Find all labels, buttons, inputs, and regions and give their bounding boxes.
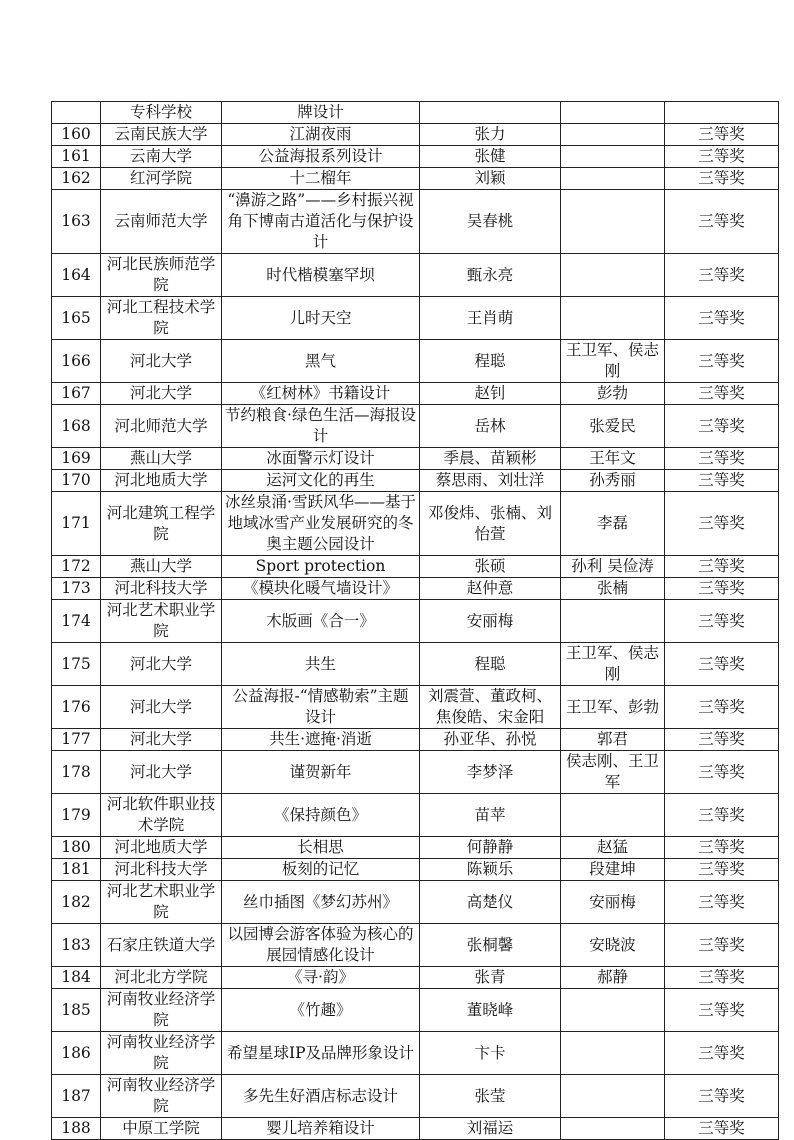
- advisor-cell: [561, 1075, 665, 1118]
- table-row: [52, 124, 779, 146]
- row-number: 167: [52, 383, 101, 405]
- school-cell: 河北工程技术学院: [101, 297, 222, 340]
- author-cell: 李梦泽: [420, 751, 561, 794]
- awards-table-body: [52, 102, 779, 1140]
- prize-cell: 三等奖: [665, 859, 779, 881]
- prize-cell: 三等奖: [665, 729, 779, 751]
- prize-cell: 三等奖: [665, 383, 779, 405]
- row-number: 180: [52, 837, 101, 859]
- work-title-cell: 《红树林》书籍设计: [222, 383, 420, 405]
- work-title-cell: “濞游之路”——乡村振兴视角下博南古道活化与保护设计: [222, 190, 420, 254]
- prize-cell: 三等奖: [665, 492, 779, 556]
- row-number: 162: [52, 168, 101, 190]
- advisor-cell: [561, 124, 665, 146]
- work-title-cell: 《竹趣》: [222, 989, 420, 1032]
- author-cell: 邓俊炜、张楠、刘怡萱: [420, 492, 561, 556]
- table-row: [52, 556, 779, 578]
- advisor-cell: 张爱民: [561, 405, 665, 448]
- table-row: [52, 729, 779, 751]
- prize-cell: 三等奖: [665, 989, 779, 1032]
- row-number: 176: [52, 686, 101, 729]
- advisor-cell: 彭勃: [561, 383, 665, 405]
- table-row: [52, 297, 779, 340]
- author-cell: 甄永亮: [420, 254, 561, 297]
- school-cell: 河南牧业经济学院: [101, 1075, 222, 1118]
- table-row: [52, 1032, 779, 1075]
- work-title-cell: 儿时天空: [222, 297, 420, 340]
- table-row: [52, 102, 779, 124]
- school-cell: 红河学院: [101, 168, 222, 190]
- row-number: 171: [52, 492, 101, 556]
- school-cell: 河北地质大学: [101, 470, 222, 492]
- prize-cell: 三等奖: [665, 1118, 779, 1140]
- school-cell: 河北大学: [101, 643, 222, 686]
- school-cell: 云南大学: [101, 146, 222, 168]
- table-row: [52, 881, 779, 924]
- school-cell: 河北软件职业技术学院: [101, 794, 222, 837]
- work-title-cell: 运河文化的再生: [222, 470, 420, 492]
- table-row: [52, 751, 779, 794]
- table-row: [52, 924, 779, 967]
- author-cell: 季晨、苗颖彬: [420, 448, 561, 470]
- prize-cell: 三等奖: [665, 1075, 779, 1118]
- school-cell: 河北艺术职业学院: [101, 881, 222, 924]
- table-row: [52, 405, 779, 448]
- work-title-cell: 板刻的记忆: [222, 859, 420, 881]
- work-title-cell: 时代楷模塞罕坝: [222, 254, 420, 297]
- author-cell: 安丽梅: [420, 600, 561, 643]
- school-cell: 专科学校: [101, 102, 222, 124]
- school-cell: 河北大学: [101, 686, 222, 729]
- work-title-cell: 木版画《合一》: [222, 600, 420, 643]
- prize-cell: 三等奖: [665, 578, 779, 600]
- row-number: 160: [52, 124, 101, 146]
- work-title-cell: 黑气: [222, 340, 420, 383]
- row-number: 164: [52, 254, 101, 297]
- advisor-cell: 张楠: [561, 578, 665, 600]
- advisor-cell: 郭君: [561, 729, 665, 751]
- table-row: [52, 1118, 779, 1140]
- advisor-cell: [561, 1032, 665, 1075]
- advisor-cell: 孙利 吴俭涛: [561, 556, 665, 578]
- advisor-cell: 王年文: [561, 448, 665, 470]
- author-cell: 王肖萌: [420, 297, 561, 340]
- advisor-cell: [561, 297, 665, 340]
- work-title-cell: 《寻·韵》: [222, 967, 420, 989]
- table-row: [52, 146, 779, 168]
- work-title-cell: 多先生好酒店标志设计: [222, 1075, 420, 1118]
- row-number: 183: [52, 924, 101, 967]
- school-cell: 云南民族大学: [101, 124, 222, 146]
- school-cell: 河北北方学院: [101, 967, 222, 989]
- advisor-cell: [561, 190, 665, 254]
- author-cell: [420, 102, 561, 124]
- school-cell: 河北科技大学: [101, 859, 222, 881]
- advisor-cell: 王卫军、侯志刚: [561, 643, 665, 686]
- school-cell: 石家庄铁道大学: [101, 924, 222, 967]
- advisor-cell: 王卫军、彭勃: [561, 686, 665, 729]
- prize-cell: 三等奖: [665, 600, 779, 643]
- author-cell: 张莹: [420, 1075, 561, 1118]
- row-number: 174: [52, 600, 101, 643]
- row-number: 182: [52, 881, 101, 924]
- author-cell: 程聪: [420, 340, 561, 383]
- author-cell: 苗苹: [420, 794, 561, 837]
- table-row: [52, 1075, 779, 1118]
- prize-cell: 三等奖: [665, 751, 779, 794]
- advisor-cell: 孙秀丽: [561, 470, 665, 492]
- prize-cell: 三等奖: [665, 643, 779, 686]
- author-cell: 张力: [420, 124, 561, 146]
- work-title-cell: 共生·遮掩·消逝: [222, 729, 420, 751]
- author-cell: 刘福运: [420, 1118, 561, 1140]
- table-row: [52, 686, 779, 729]
- advisor-cell: 安丽梅: [561, 881, 665, 924]
- awards-table: [51, 101, 779, 1140]
- prize-cell: 三等奖: [665, 254, 779, 297]
- advisor-cell: 段建坤: [561, 859, 665, 881]
- table-row: [52, 448, 779, 470]
- work-title-cell: 共生: [222, 643, 420, 686]
- work-title-cell: 婴儿培养箱设计: [222, 1118, 420, 1140]
- author-cell: 何静静: [420, 837, 561, 859]
- author-cell: 孙亚华、孙悦: [420, 729, 561, 751]
- advisor-cell: 王卫军、侯志刚: [561, 340, 665, 383]
- prize-cell: 三等奖: [665, 881, 779, 924]
- work-title-cell: 谨贺新年: [222, 751, 420, 794]
- prize-cell: 三等奖: [665, 470, 779, 492]
- row-number: 187: [52, 1075, 101, 1118]
- table-row: [52, 340, 779, 383]
- author-cell: 吴春桃: [420, 190, 561, 254]
- row-number: 170: [52, 470, 101, 492]
- author-cell: 张硕: [420, 556, 561, 578]
- school-cell: 河北民族师范学院: [101, 254, 222, 297]
- school-cell: 河北大学: [101, 729, 222, 751]
- author-cell: 张健: [420, 146, 561, 168]
- row-number: 181: [52, 859, 101, 881]
- prize-cell: 三等奖: [665, 837, 779, 859]
- author-cell: 董晓峰: [420, 989, 561, 1032]
- author-cell: 赵钊: [420, 383, 561, 405]
- advisor-cell: [561, 168, 665, 190]
- school-cell: 燕山大学: [101, 556, 222, 578]
- work-title-cell: 公益海报-“情感勒索”主题设计: [222, 686, 420, 729]
- row-number: [52, 102, 101, 124]
- row-number: 166: [52, 340, 101, 383]
- author-cell: 高楚仪: [420, 881, 561, 924]
- work-title-cell: Sport protection: [222, 556, 420, 578]
- advisor-cell: [561, 146, 665, 168]
- work-title-cell: 《保持颜色》: [222, 794, 420, 837]
- advisor-cell: [561, 794, 665, 837]
- table-row: [52, 190, 779, 254]
- table-row: [52, 600, 779, 643]
- advisor-cell: [561, 989, 665, 1032]
- work-title-cell: 公益海报系列设计: [222, 146, 420, 168]
- row-number: 177: [52, 729, 101, 751]
- author-cell: 刘震萱、董政柯、焦俊皓、宋金阳: [420, 686, 561, 729]
- row-number: 161: [52, 146, 101, 168]
- advisor-cell: 郝静: [561, 967, 665, 989]
- table-row: [52, 837, 779, 859]
- table-row: [52, 492, 779, 556]
- table-row: [52, 989, 779, 1032]
- school-cell: 河南牧业经济学院: [101, 989, 222, 1032]
- work-title-cell: 希望星球IP及品牌形象设计: [222, 1032, 420, 1075]
- advisor-cell: 安晓波: [561, 924, 665, 967]
- prize-cell: 三等奖: [665, 967, 779, 989]
- table-row: [52, 794, 779, 837]
- advisor-cell: [561, 600, 665, 643]
- work-title-cell: 江湖夜雨: [222, 124, 420, 146]
- prize-cell: [665, 102, 779, 124]
- school-cell: 河北大学: [101, 340, 222, 383]
- prize-cell: 三等奖: [665, 448, 779, 470]
- school-cell: 河北建筑工程学院: [101, 492, 222, 556]
- school-cell: 河北艺术职业学院: [101, 600, 222, 643]
- row-number: 169: [52, 448, 101, 470]
- row-number: 168: [52, 405, 101, 448]
- author-cell: 赵仲意: [420, 578, 561, 600]
- prize-cell: 三等奖: [665, 686, 779, 729]
- table-row: [52, 967, 779, 989]
- row-number: 188: [52, 1118, 101, 1140]
- prize-cell: 三等奖: [665, 146, 779, 168]
- table-row: [52, 578, 779, 600]
- school-cell: 河北科技大学: [101, 578, 222, 600]
- table-row: [52, 383, 779, 405]
- author-cell: 刘颖: [420, 168, 561, 190]
- school-cell: 燕山大学: [101, 448, 222, 470]
- work-title-cell: 以园博会游客体验为核心的展园情感化设计: [222, 924, 420, 967]
- prize-cell: 三等奖: [665, 924, 779, 967]
- work-title-cell: 丝巾插图《梦幻苏州》: [222, 881, 420, 924]
- author-cell: 陈颖乐: [420, 859, 561, 881]
- row-number: 165: [52, 297, 101, 340]
- row-number: 178: [52, 751, 101, 794]
- work-title-cell: 冰面警示灯设计: [222, 448, 420, 470]
- school-cell: 河北地质大学: [101, 837, 222, 859]
- prize-cell: 三等奖: [665, 297, 779, 340]
- advisor-cell: 李磊: [561, 492, 665, 556]
- work-title-cell: 《模块化暖气墙设计》: [222, 578, 420, 600]
- school-cell: 中原工学院: [101, 1118, 222, 1140]
- advisor-cell: [561, 1118, 665, 1140]
- table-row: [52, 470, 779, 492]
- prize-cell: 三等奖: [665, 340, 779, 383]
- table-row: [52, 859, 779, 881]
- prize-cell: 三等奖: [665, 168, 779, 190]
- author-cell: 蔡思雨、刘壮洋: [420, 470, 561, 492]
- author-cell: 岳林: [420, 405, 561, 448]
- row-number: 185: [52, 989, 101, 1032]
- row-number: 175: [52, 643, 101, 686]
- author-cell: 张青: [420, 967, 561, 989]
- prize-cell: 三等奖: [665, 556, 779, 578]
- prize-cell: 三等奖: [665, 405, 779, 448]
- advisor-cell: 赵猛: [561, 837, 665, 859]
- work-title-cell: 十二榴年: [222, 168, 420, 190]
- advisor-cell: 侯志刚、王卫军: [561, 751, 665, 794]
- school-cell: 河北大学: [101, 751, 222, 794]
- table-row: [52, 643, 779, 686]
- school-cell: 河南牧业经济学院: [101, 1032, 222, 1075]
- work-title-cell: 节约粮食·绿色生活—海报设计: [222, 405, 420, 448]
- prize-cell: 三等奖: [665, 190, 779, 254]
- school-cell: 云南师范大学: [101, 190, 222, 254]
- advisor-cell: [561, 102, 665, 124]
- author-cell: 张桐馨: [420, 924, 561, 967]
- row-number: 186: [52, 1032, 101, 1075]
- author-cell: 卞卡: [420, 1032, 561, 1075]
- author-cell: 程聪: [420, 643, 561, 686]
- work-title-cell: 牌设计: [222, 102, 420, 124]
- work-title-cell: 长相思: [222, 837, 420, 859]
- school-cell: 河北大学: [101, 383, 222, 405]
- prize-cell: 三等奖: [665, 124, 779, 146]
- row-number: 184: [52, 967, 101, 989]
- row-number: 179: [52, 794, 101, 837]
- advisor-cell: [561, 254, 665, 297]
- prize-cell: 三等奖: [665, 794, 779, 837]
- prize-cell: 三等奖: [665, 1032, 779, 1075]
- table-row: [52, 168, 779, 190]
- row-number: 172: [52, 556, 101, 578]
- row-number: 173: [52, 578, 101, 600]
- table-row: [52, 254, 779, 297]
- row-number: 163: [52, 190, 101, 254]
- work-title-cell: 冰丝泉涌·雪跃风华——基于地域冰雪产业发展研究的冬奥主题公园设计: [222, 492, 420, 556]
- school-cell: 河北师范大学: [101, 405, 222, 448]
